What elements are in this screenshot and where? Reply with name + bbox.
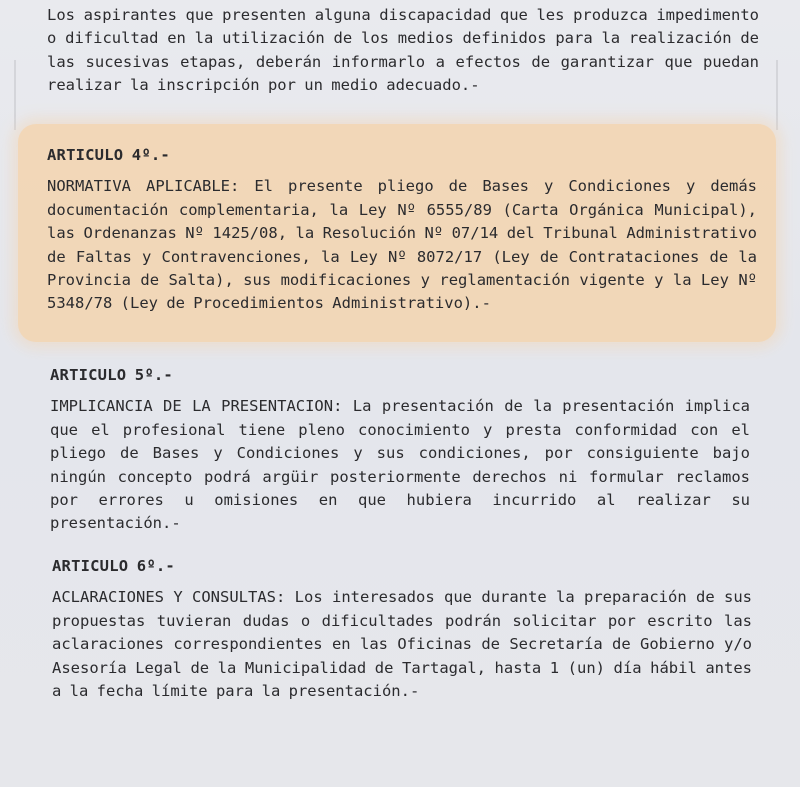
article-4-body: NORMATIVA APLICABLE: El presente pliego de Bases y Condiciones y demás documentación complementaria, la Ley Nº 6555/89 (Carta Orgánica Municipal), las Ordenanzas Nº 1425/08, la Resolución Nº 07/14 del Tribunal Administrativo de Faltas y Contravenciones, la Ley Nº 8072/17 (Ley de Contrataciones de la Provincia de Salta), sus modificaciones y reglamentación vigente y la Ley Nº 5348/78 (Ley de Procedimientos Administrativo).- xyxy=(47,177,757,313)
article-6-body: ACLARACIONES Y CONSULTAS: Los interesados que durante la preparación de sus propuestas tuvieran dudas o dificultades podrán solicitar por escrito las aclaraciones correspondientes en las Oficinas de Secretaría de Gobierno y/o Asesoría Legal de la Municipalidad de Tartagal, hasta 1 (un) día hábil antes a la fecha límite para la presentación.- xyxy=(52,588,752,701)
article-4-heading: ARTICULO 4º.- xyxy=(47,146,170,164)
article-5-body: IMPLICANCIA DE LA PRESENTACION: La presentación de la presentación implica que el profesional tiene pleno conocimiento y presta conformidad con el pliego de Bases y Condiciones y sus condiciones, por consiguiente bajo ningún concepto podrá argüir posteriormente derechos ni formular reclamos por errores u omisiones en que hubiera incurrido al realizar su presentación.- xyxy=(50,397,750,533)
article-6-heading: ARTICULO 6º.- xyxy=(52,557,175,575)
bleed-frame-line xyxy=(776,60,778,130)
article-5-heading: ARTICULO 5º.- xyxy=(50,366,173,384)
article-5 xyxy=(50,364,750,536)
article-4 xyxy=(47,144,757,316)
intro-paragraph: Los aspirantes que presenten alguna discapacidad que les produzca impedimento o dificultad en la utilización de los medios definidos para la realización de las sucesivas etapas, deberán informarlo a efectos de garantizar que puedan realizar la inscripción por un medio adecuado.- xyxy=(47,6,759,95)
article-6 xyxy=(52,555,752,703)
bleed-frame-line xyxy=(14,60,16,130)
